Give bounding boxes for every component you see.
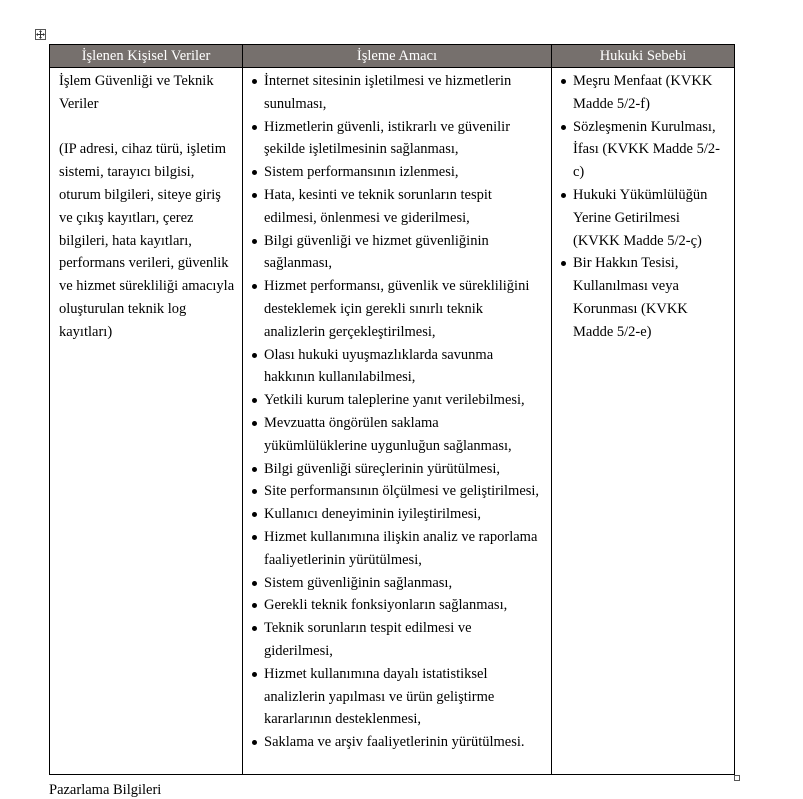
header-processing-purpose: İşleme Amacı [243,45,552,68]
legal-basis-list-item: Hukuki Yükümlülüğün Yerine Getirilmesi (KVKK Madde 5/2-ç) [560,184,726,252]
table-row [50,68,735,775]
purpose-list-item: Mevzuatta öngörülen saklama yükümlülüklerine uygunluğun sağlanması, [251,412,543,458]
table-move-handle-icon[interactable] [35,29,46,40]
purpose-list-item: Hata, kesinti ve teknik sorunların tespit edilmesi, önlenmesi ve giderilmesi, [251,184,543,230]
purpose-list-item: Saklama ve arşiv faaliyetlerinin yürütülmesi. [251,731,543,754]
data-category-cell [50,68,243,775]
purpose-list-item: Sistem güvenliğinin sağlanması, [251,572,543,595]
purpose-list-item: Olası hukuki uyuşmazlıklarda savunma hakkının kullanılabilmesi, [251,344,543,390]
purpose-list-item: Bilgi güvenliği süreçlerinin yürütülmesi, [251,458,543,481]
purpose-list-item: Hizmet kullanımına dayalı istatistiksel analizlerin yapılması ve ürün geliştirme kararlarının desteklenmesi, [251,663,543,731]
purposes-cell [243,68,552,775]
table-header-row [50,45,735,68]
purposes-list [251,70,543,754]
purpose-list-item: Site performansının ölçülmesi ve geliştirilmesi, [251,480,543,503]
legal-basis-list-item: Meşru Menfaat (KVKK Madde 5/2-f) [560,70,726,116]
purpose-list-item: Yetkili kurum taleplerine yanıt verilebilmesi, [251,389,543,412]
next-section-heading: Pazarlama Bilgileri [49,782,162,798]
data-category-details: (IP adresi, cihaz türü, işletim sistemi, tarayıcı bilgisi, oturum bilgileri, siteye giriş ve çıkış kayıtları, çerez bilgileri, hata kayıtları, performans verileri, güvenlik ve hizmet sürekliliği amacıyla oluşturulan teknik log kayıtları) [59,141,235,340]
purpose-list-item: Gerekli teknik fonksiyonların sağlanması, [251,594,543,617]
header-legal-basis: Hukuki Sebebi [552,45,735,68]
purpose-list-item: Teknik sorunların tespit edilmesi ve giderilmesi, [251,617,543,663]
legal-basis-list-item: Sözleşmenin Kurulması, İfası (KVKK Madde 5/2-c) [560,116,726,184]
spacer [59,116,236,139]
legal-basis-list-item: Bir Hakkın Tesisi, Kullanılması veya Korunması (KVKK Madde 5/2-e) [560,252,726,343]
data-category-title: İşlem Güvenliği ve Teknik Veriler [59,73,214,112]
purpose-list-item: İnternet sitesinin işletilmesi ve hizmetlerin sunulması, [251,70,543,116]
purpose-list-item: Hizmet kullanımına ilişkin analiz ve raporlama faaliyetlerinin yürütülmesi, [251,526,543,572]
legal-basis-cell [552,68,735,775]
legal-basis-list [560,70,726,344]
personal-data-table [49,44,735,775]
purpose-list-item: Hizmet performansı, güvenlik ve sürekliliğini desteklemek için gerekli sınırlı teknik analizlerin gerçekleştirilmesi, [251,275,543,343]
purpose-list-item: Kullanıcı deneyiminin iyileştirilmesi, [251,503,543,526]
purpose-list-item: Hizmetlerin güvenli, istikrarlı ve güvenilir şekilde işletilmesinin sağlanması, [251,116,543,162]
table-resize-handle[interactable] [734,775,740,781]
purpose-list-item: Bilgi güvenliği ve hizmet güvenliğinin sağlanması, [251,230,543,276]
purpose-list-item: Sistem performansının izlenmesi, [251,161,543,184]
header-processed-data: İşlenen Kişisel Veriler [50,45,243,68]
